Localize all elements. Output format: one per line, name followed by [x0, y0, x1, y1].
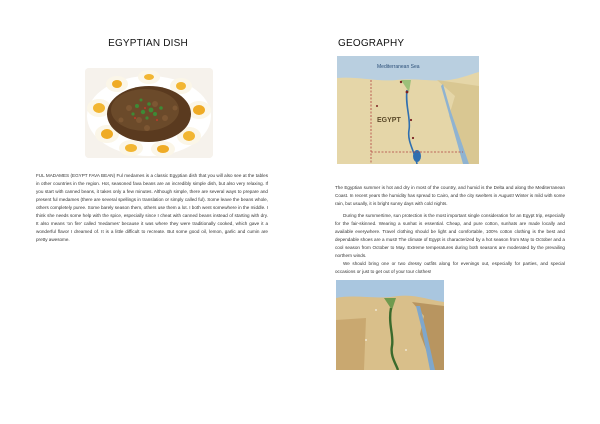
geography-heading: GEOGRAPHY	[338, 38, 405, 49]
ful-medames-description: FUL MADAMES (EGYPT FAVA BEAN) Ful medames is a classic Egyptian dish that you will also see at the tables in other countries in the region. Hot, seasoned fava beans are an incredibly simple dish, but also very relaxing. If you start with canned beans, it takes only a few minutes. Although simple, there are several ways to prepare and present ful medames (there are several spellings in translation or simply called ful). Some leave the beans whole, others completely puree. Some barely season them, others use them a lot. I both went somewhere in the middle. I think she needs some help with the spice, especially since I cheat with canned beans instead of starting with dry. It also means 'on fire' called 'medames' because it was where they were traditionally cooked, which gave it a wonderful flavor I dreamed of. It is a little difficult to recreate. But some good oil, lemon, garlic and cumin are pretty awesome.	[36, 173, 268, 242]
right-page	[300, 0, 600, 424]
egyptian-dish-heading: EGYPTIAN DISH	[108, 38, 188, 49]
satellite-map-illustration	[336, 280, 444, 370]
dressy-outfits-paragraph: We should bring one or two dressy outfits along for evenings out, especially for parties, and special occasions or just to get out of your tour clothes!	[335, 261, 565, 274]
egypt-label: EGYPT	[377, 117, 401, 124]
climate-paragraph: The Egyptian summer is hot and dry in most of the country, and humid is the Delta and along the Mediterranean Coast. In recent years the humidity has spread to Cairo, and the city swelters in August! Winter is mild with some rain, but usually, it is bright sunny days with cold nights.	[335, 185, 565, 206]
ful-medames-illustration	[85, 68, 213, 158]
egypt-map	[337, 56, 479, 164]
egypt-map-illustration	[337, 56, 479, 164]
ful-medames-photo	[85, 68, 213, 158]
sea-label: Mediterranean Sea	[377, 64, 420, 70]
egypt-satellite-map	[336, 280, 444, 370]
sun-protection-paragraph: During the summertime, sun protection is the most important single consideration for an Egypt trip, especially for the fair-skinned. Wearing a sunhat is essential. Cheap, and pure cotton, sunhats are made locally and available everywhere. Travel clothing should be light and comfortable, 100% cotton clothing is the best and dependable shoes are a must! The climate of Egypt is characterized by a hot season from May to October and a cool season from October to May. Extreme temperatures during both seasons are moderated by the prevailing northern winds.	[335, 213, 565, 258]
